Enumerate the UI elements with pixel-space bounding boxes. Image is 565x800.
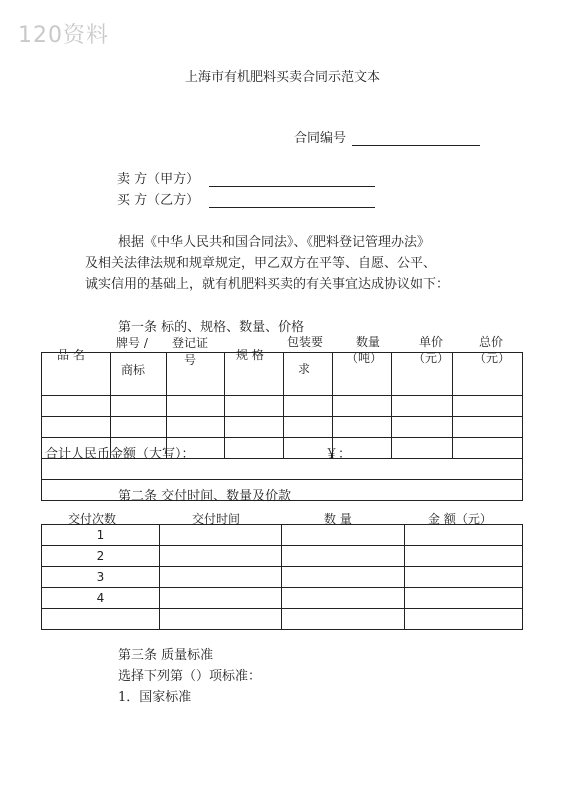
table-cell[interactable] xyxy=(110,396,166,417)
table-row xyxy=(42,396,523,417)
header-delivery-time: 交付时间 xyxy=(192,512,241,526)
table-cell[interactable] xyxy=(405,546,523,567)
header-total-line1: 总价 xyxy=(479,335,504,349)
delivery-number-cell: 3 xyxy=(42,567,160,588)
header-brand-line1: 牌号 / xyxy=(116,336,148,350)
header-pack-line1: 包装要 xyxy=(287,335,324,349)
table-cell[interactable] xyxy=(159,525,281,546)
table-row xyxy=(42,417,523,438)
table-cell[interactable] xyxy=(281,546,405,567)
table-cell[interactable] xyxy=(281,525,405,546)
buyer-blank[interactable] xyxy=(209,194,375,208)
article-1-title: 第一条 标的、规格、数量、价格 xyxy=(118,320,305,335)
table-cell[interactable] xyxy=(224,417,284,438)
table-cell[interactable] xyxy=(453,438,523,459)
header-qty-line2: （吨） xyxy=(346,351,383,365)
header-total-line2: （元） xyxy=(474,351,511,365)
table-cell[interactable] xyxy=(392,417,453,438)
table-cell[interactable] xyxy=(453,396,523,417)
table-cell[interactable] xyxy=(224,438,284,459)
header-unit-line1: 单价 xyxy=(419,335,444,349)
delivery-number-cell: 1 xyxy=(42,525,160,546)
seller-label: 卖 方（甲方） xyxy=(117,172,200,187)
intro-line-2: 及相关法律法规和规章规定，甲乙双方在平等、自愿、公平、 xyxy=(85,256,437,271)
header-reg-line1: 登记证 xyxy=(172,336,209,350)
table-cell[interactable] xyxy=(110,417,166,438)
seller-blank[interactable] xyxy=(209,173,375,187)
watermark: 120资料 xyxy=(18,23,109,48)
table-cell[interactable] xyxy=(392,438,453,459)
table-cell[interactable] xyxy=(405,525,523,546)
contract-number-row xyxy=(294,127,480,146)
table-cell[interactable] xyxy=(333,396,392,417)
table-cell[interactable] xyxy=(159,546,281,567)
table-cell[interactable] xyxy=(224,396,284,417)
table-cell[interactable] xyxy=(42,417,111,438)
table-cell[interactable] xyxy=(453,417,523,438)
intro-line-3: 诚实信用的基础上，就有机肥料买卖的有关事宜达成协议如下： xyxy=(85,277,450,292)
table-cell[interactable] xyxy=(42,396,111,417)
table-cell[interactable] xyxy=(281,609,405,630)
header-brand-line2: 商标 xyxy=(121,363,146,377)
article-1-header-row xyxy=(42,353,523,396)
article-2-title: 第二条 交付时间、数量及价款 xyxy=(118,489,292,504)
header-quantity: 数 量 xyxy=(324,512,352,526)
yen-symbol: ￥： xyxy=(325,447,352,462)
article-3-item-1: 1．国家标准 xyxy=(118,690,192,705)
article-2-table xyxy=(41,524,523,630)
table-row xyxy=(42,588,523,609)
header-delivery-count: 交付次数 xyxy=(68,512,117,526)
contract-number-blank[interactable] xyxy=(352,132,480,146)
header-amount: 金 额（元） xyxy=(428,512,492,526)
header-reg-line2: 号 xyxy=(184,353,197,367)
delivery-number-cell: 4 xyxy=(42,588,160,609)
delivery-number-cell: 2 xyxy=(42,546,160,567)
header-unit-line2: （元） xyxy=(413,351,450,365)
table-row xyxy=(42,609,523,630)
table-cell[interactable] xyxy=(284,417,333,438)
article-3-select-line: 选择下列第（）项标准： xyxy=(118,669,262,684)
header-pack-line2: 求 xyxy=(298,362,311,376)
delivery-number-cell xyxy=(42,609,160,630)
intro-line-1: 根据《中华人民共和国合同法》、《肥料登记管理办法》 xyxy=(118,235,431,250)
table-cell[interactable] xyxy=(392,396,453,417)
seller-row xyxy=(117,168,375,187)
table-row xyxy=(42,525,523,546)
table-cell[interactable] xyxy=(159,567,281,588)
table-cell[interactable] xyxy=(405,588,523,609)
header-spec: 规 格 xyxy=(236,348,264,362)
contract-number-label: 合同编号 xyxy=(294,131,347,146)
table-cell[interactable] xyxy=(159,609,281,630)
article-1-table xyxy=(41,352,523,501)
table-row xyxy=(42,546,523,567)
total-rmb-label: 合计人民币金额（大写）： xyxy=(45,447,195,462)
table-cell[interactable] xyxy=(405,609,523,630)
header-qty-line1: 数量 xyxy=(356,335,381,349)
table-cell[interactable] xyxy=(166,417,224,438)
article-3-title: 第三条 质量标准 xyxy=(118,648,214,663)
table-cell[interactable] xyxy=(405,567,523,588)
table-row xyxy=(42,567,523,588)
document-title: 上海市有机肥料买卖合同示范文本 xyxy=(184,70,380,85)
table-cell[interactable] xyxy=(281,588,405,609)
buyer-label: 买 方（乙方） xyxy=(117,193,200,208)
table-cell[interactable] xyxy=(281,567,405,588)
table-cell[interactable] xyxy=(159,588,281,609)
table-cell[interactable] xyxy=(284,396,333,417)
table-cell[interactable] xyxy=(333,417,392,438)
buyer-row xyxy=(117,189,375,208)
table-cell[interactable] xyxy=(166,396,224,417)
header-name: 品 名 xyxy=(57,348,85,362)
